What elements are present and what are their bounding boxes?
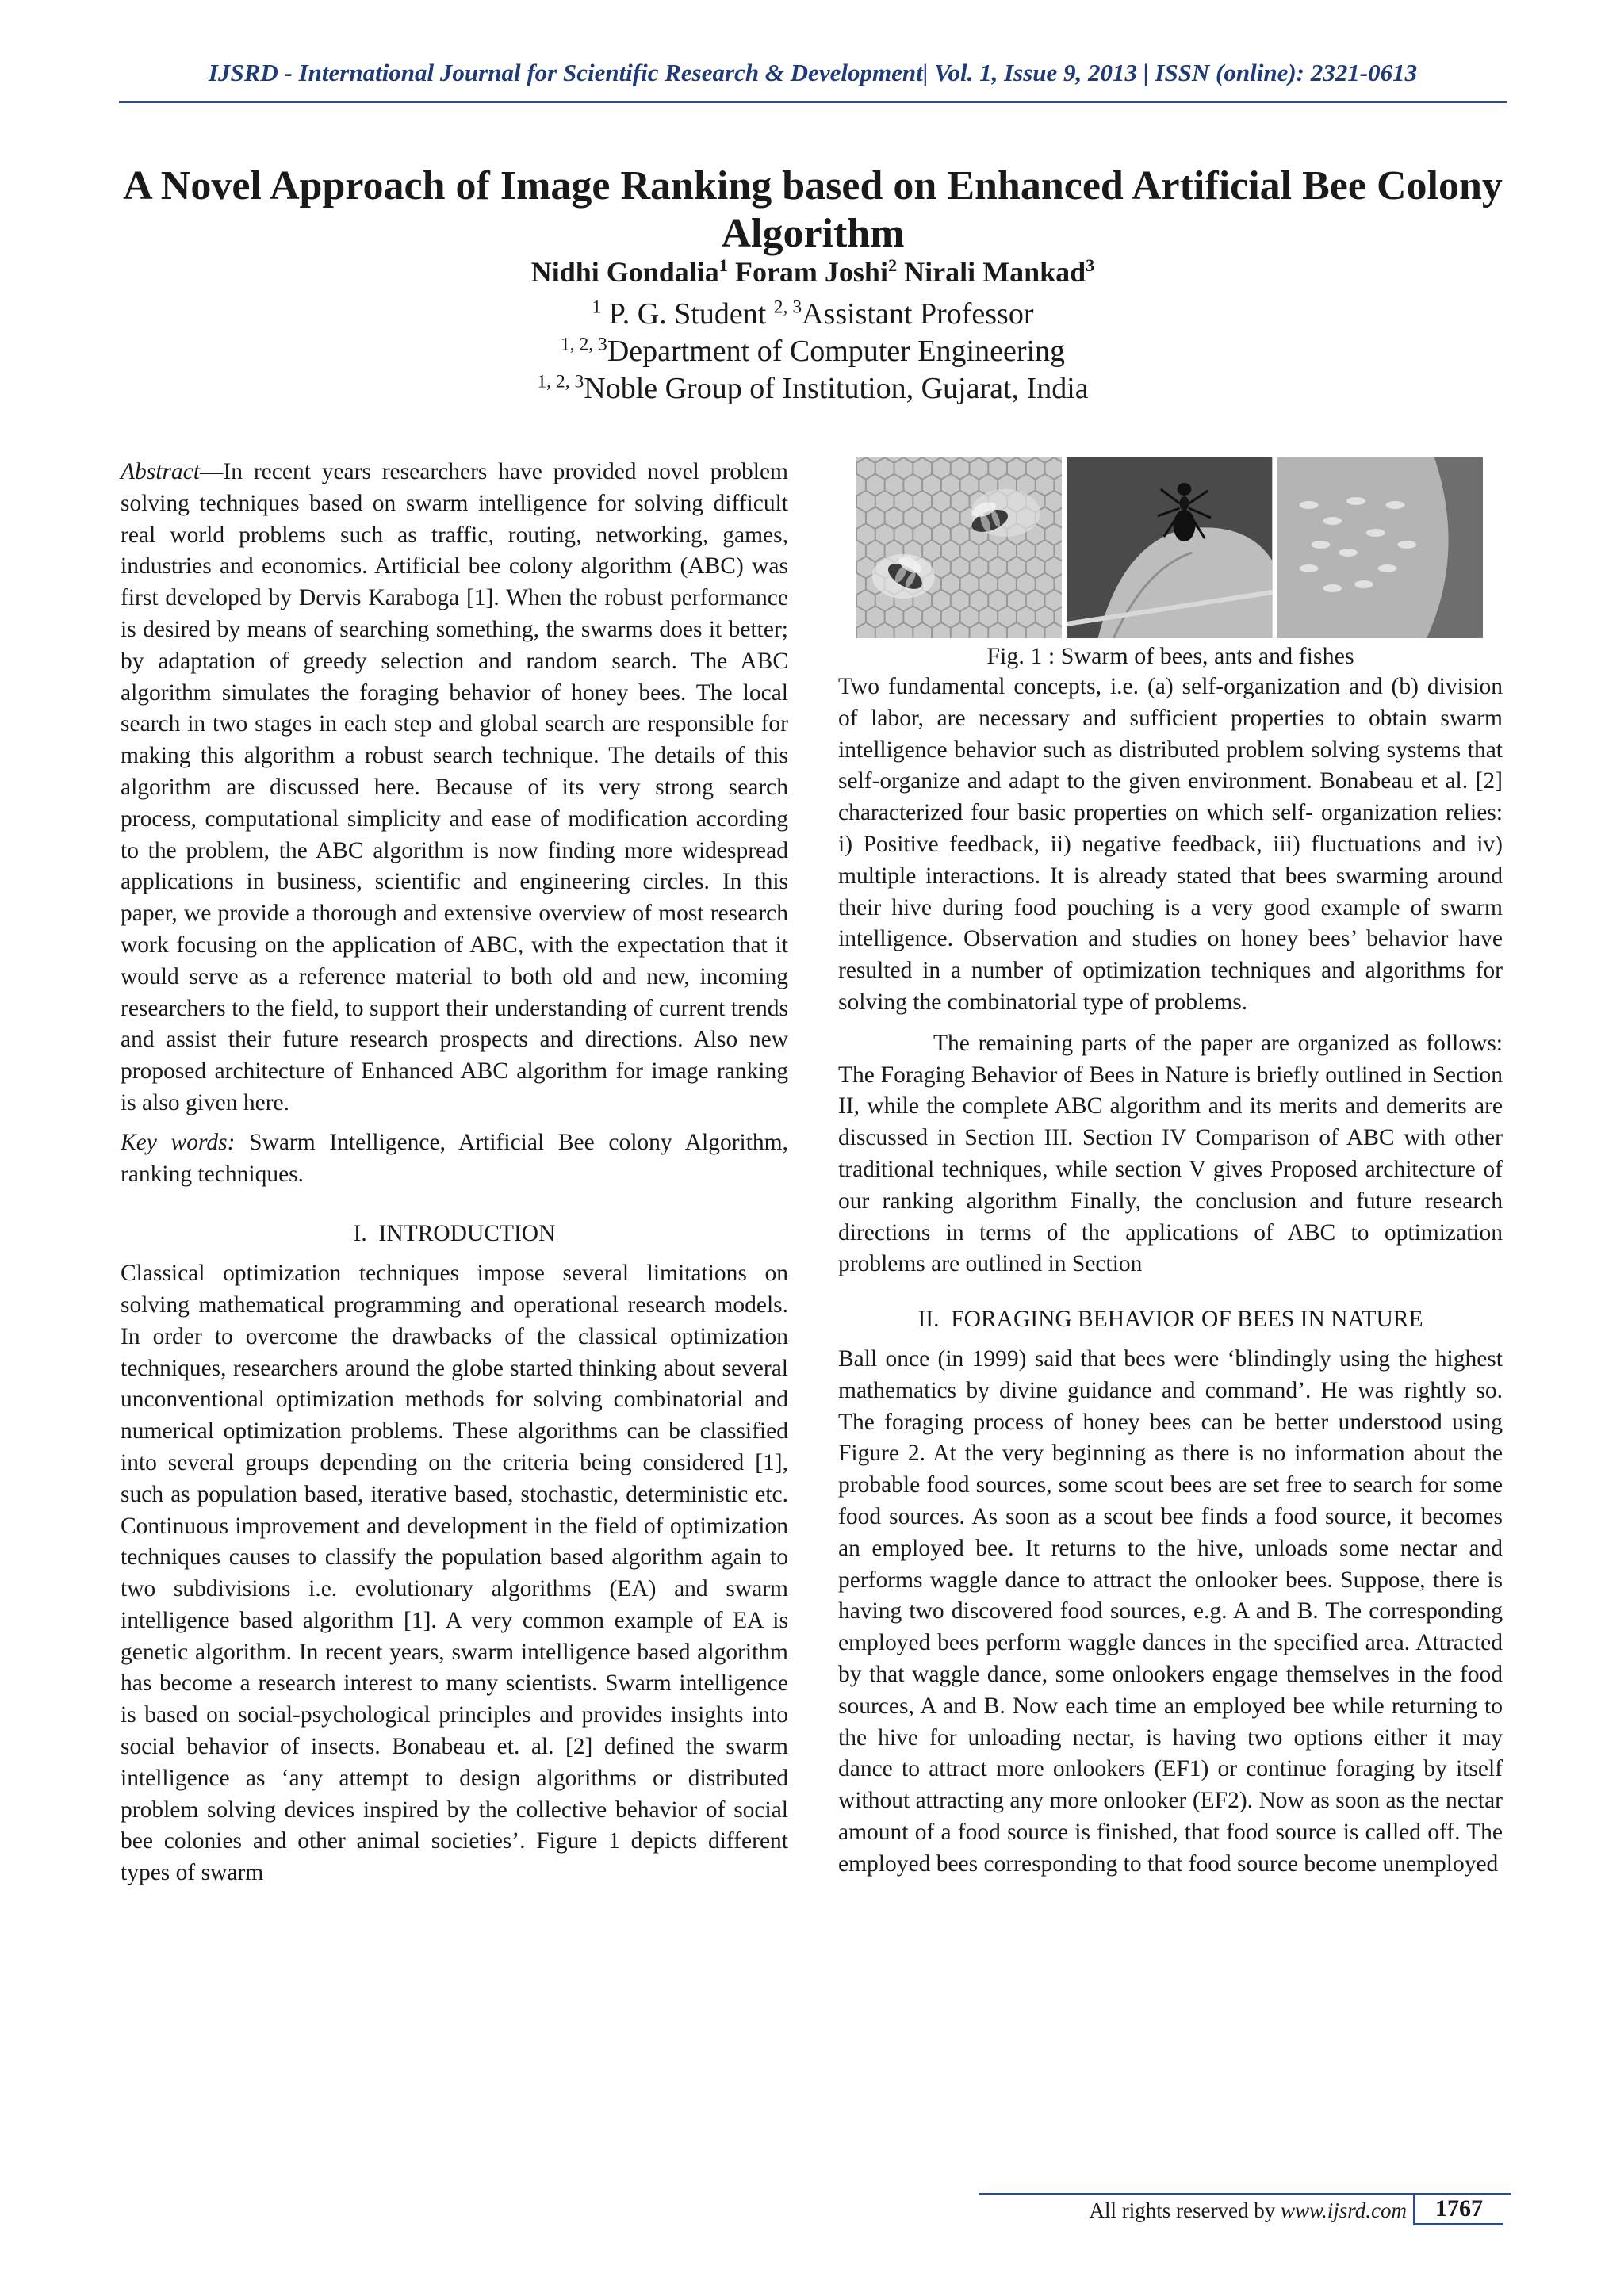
author-list (119, 255, 1507, 289)
affiliation-text: Assistant Professor (802, 297, 1034, 331)
ant-photo (1067, 457, 1272, 638)
affiliation-roles (119, 297, 1507, 331)
affiliation-text: P. G. Student (601, 297, 774, 331)
keywords (121, 1127, 788, 1191)
author-superscript: 3 (1086, 255, 1095, 275)
affiliation-superscript: 1, 2, 3 (537, 371, 584, 392)
rights-text: All rights reserved by (1089, 2198, 1281, 2222)
page-number: 1767 (1413, 2195, 1503, 2225)
author-name: Nidhi Gondalia (530, 256, 719, 288)
paragraph: Classical optimization techniques impose several limitations on solving mathematical programming and operational research models. In order to overcome the drawbacks of the classical optimization techniques, researchers around the globe started thinking about several unconventional optimization methods for solving combinatorial and numerical optimization problems. These algorithms can be classified into several groups depending on the criteria being considered [1], such as population based, iterative based, stochastic, deterministic etc. Continuous improvement and development in the field of optimization techniques causes to classify the population based algorithm again to two subdivisions i.e. evolutionary algorithms (EA) and swarm intelligence based algorithm [1]. A very common example of EA is genetic algorithm. In recent years, swarm intelligence based algorithm has become a research interest to many scientists. Swarm intelligence is based on social-psychological principles and provides insights into social behavior of insects. Bonabeau et. al. [2] defined the swarm intelligence as ‘any attempt to design algorithms or distributed problem solving devices inspired by the collective behavior of social bee colonies and other animal societies’. Figure 1 depicts different types of swarm (121, 1261, 788, 1886)
author-name: Nirali Mankad (904, 256, 1086, 288)
section-heading-foraging: II. FORAGING BEHAVIOR OF BEES IN NATURE (917, 1307, 1423, 1333)
affiliation-institution (119, 371, 1507, 406)
affiliation-department (119, 334, 1507, 369)
bees-photo (856, 457, 1062, 638)
affiliation-text: Department of Computer Engineering (607, 335, 1066, 368)
author-name: Foram Joshi (734, 256, 888, 288)
affiliation-superscript: 1 (592, 297, 602, 318)
figure-1-caption: Fig. 1 : Swarm of bees, ants and fishes (986, 643, 1354, 669)
affiliation-text: Noble Group of Institution, Gujarat, India (584, 372, 1089, 405)
footer-rights (979, 2198, 1407, 2223)
fish-school-photo (1277, 457, 1483, 638)
abstract-label: Abstract (121, 459, 200, 484)
abstract (121, 457, 788, 1119)
journal-website-link[interactable]: www.ijsrd.com (1280, 2198, 1407, 2222)
affiliation-superscript: 1, 2, 3 (560, 334, 607, 355)
keywords-text: Swarm Intelligence, Artificial Bee colony Algorithm, ranking techniques. (121, 1129, 789, 1187)
left-column (121, 457, 788, 1889)
figure-1-images (856, 457, 1483, 638)
section-heading-introduction: I. INTRODUCTION (353, 1221, 556, 1247)
paragraph: The remaining parts of the paper are organized as follows: The Foraging Behavior of Bees in Nature is briefly outlined in Section II, while the complete ABC algorithm and its merits and demerits are discussed in Section III. Section IV Comparison of ABC with other traditional techniques, while section V gives Proposed architecture of our ranking algorithm Finally, the conclusion and future research directions in terms of the applications of ABC to optimization problems are outlined in Section (838, 1030, 1503, 1277)
abstract-text: —In recent years researchers have provided novel problem solving techniques based on swarm intelligence for solving difficult real world problems such as traffic, routing, networking, games, industries and economics. Artificial bee colony algorithm (ABC) was first developed by Dervis Karaboga [1]. When the robust performance is desired by means of searching something, the swarms does it better; by adaptation of greedy selection and random search. The ABC algorithm simulates the foraging behavior of honey bees. The local search in two stages in each step and global search are responsible for making this algorithm a robust search technique. The details of this algorithm are discussed here. Because of its very strong search process, computational simplicity and ease of modification according to the problem, the ABC algorithm is now finding more widespread applications in business, scientific and engineering circles. In this paper, we provide a thorough and extensive overview of most research work focusing on the application of ABC, with the expectation that it would serve as a reference material to both old and new, incoming researchers to the field, to support their understanding of current trends and assist their future research prospects and directions. Also new proposed architecture of Enhanced ABC algorithm for image ranking is also given here. (121, 459, 788, 1115)
paragraph: Two fundamental concepts, i.e. (a) self-organization and (b) division of labor, are necessary and sufficient properties to obtain swarm intelligence behavior such as distributed problem solving systems that self-organize and adapt to the given environment. Bonabeau et al. [2] characterized four basic properties on which self- organization relies: i) Positive feedback, ii) negative feedback, iii) fluctuations and iv) multiple interactions. It is already stated that bees swarming around their hive during food pouching is a very good example of swarm intelligence. Observation and studies on honey bees’ behavior have resulted in a number of optimization techniques and algorithms for solving the combinatorial type of problems. (838, 674, 1503, 1015)
paper-title: A Novel Approach of Image Ranking based on Enhanced Artificial Bee Colony Algorithm (123, 163, 1503, 256)
author-superscript: 2 (887, 255, 898, 275)
author-superscript: 1 (718, 255, 728, 275)
keywords-label: Key words: (121, 1129, 236, 1155)
header-rule (119, 101, 1507, 103)
paragraph: Ball once (in 1999) said that bees were ‘blindingly using the highest mathematics by divine guidance and command’. He was rightly so. The foraging process of honey bees can be better understood using Figure 2. At the very beginning as there is no information about the probable food sources, some scout bees are set free to search for some food sources. As soon as a scout bee finds a food source, it becomes an employed bee. It returns to the hive, unloads some nectar and performs waggle dance to attract the onlooker bees. Suppose, there is having two discovered food sources, e.g. A and B. The corresponding employed bees perform waggle dances in the specified area. Attracted by that waggle dance, some onlookers engage themselves in the food sources, A and B. Now each time an employed bee while returning to the hive for unloading nectar, is having two options either it may dance to attract more onlookers (EF1) or continue foraging by itself without attracting any more onlooker (EF2). Now as soon as the nectar amount of a food source is finished, that food source is called off. The employed bees corresponding to that food source become unemployed (838, 1345, 1503, 1877)
affiliation-superscript: 2, 3 (773, 297, 802, 318)
right-column (838, 672, 1503, 1880)
running-header: IJSRD - International Journal for Scientific Research & Development| Vol. 1, Issue 9, 2013 | ISSN (online): 2321-0613 (208, 59, 1418, 86)
